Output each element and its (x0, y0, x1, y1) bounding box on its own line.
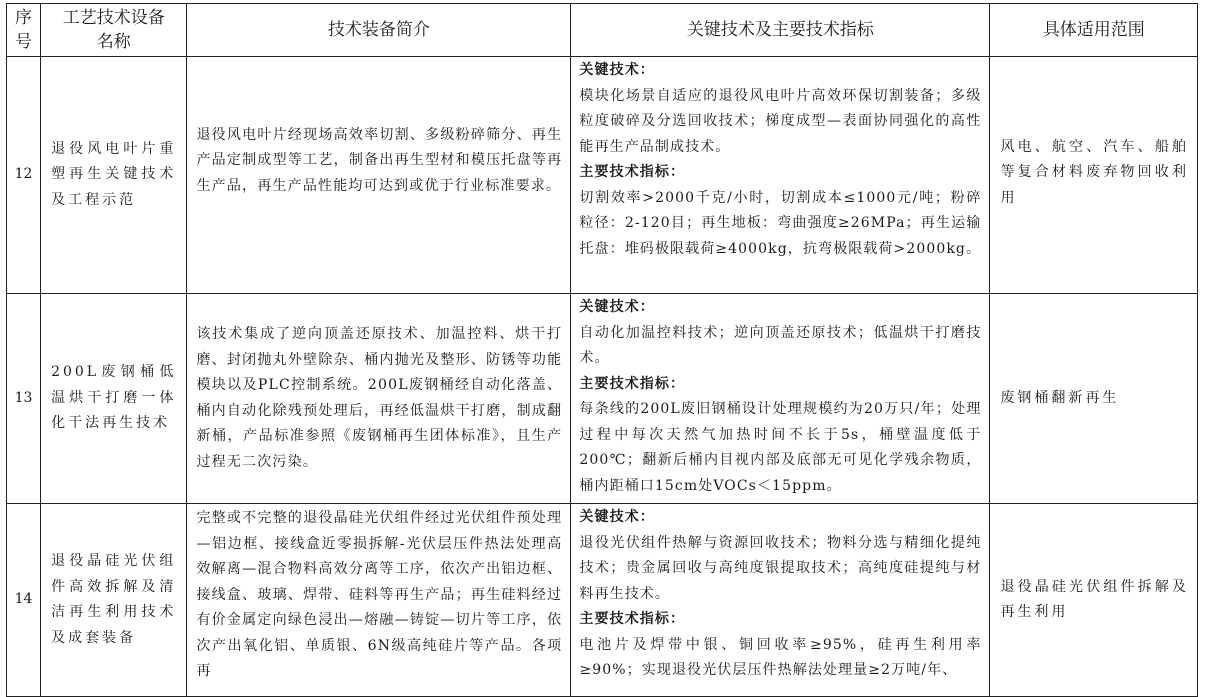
header-no: 序号 (7, 4, 41, 57)
row-description: 该技术集成了逆向顶盖还原技术、加温控料、烘干打磨、封闭抛丸外壁除杂、桶内抛光及整形、防锈等功能模块以及PLC控制系统。200L废钢桶经自动化落盖、桶内自动化除残预处理后，再经低温烘干打磨，制成翻新桶，产品标准参照《废钢桶再生团体标准》，且生产过程无二次污染。 (187, 294, 571, 504)
header-row (7, 4, 1198, 57)
row-description (187, 504, 571, 697)
row-name: 200L废钢桶低温烘干打磨一体化干法再生技术 (41, 294, 187, 504)
indicator-label: 主要技术指标： (579, 164, 686, 180)
key-tech-text: 模块化场景自适应的退役风电叶片高效环保切割装备；多级粒度破碎及分选回收技术；梯度成型—表面协同强化的高性能再生产品制成技术。 (579, 87, 982, 155)
row-scope: 废钢桶翻新再生 (990, 294, 1198, 504)
row-scope: 风电、航空、汽车、船舶等复合材料废弃物回收利用 (990, 57, 1198, 294)
row-description: 退役风电叶片经现场高效率切割、多级粉碎筛分、再生产品定制成型等工艺，制备出再生型材和模压托盘等再生产品，再生产品性能均可达到或优于行业标准要求。 (187, 57, 571, 294)
row-description-text: 完整或不完整的退役晶硅光伏组件经过光伏组件预处理—铝边框、接线盒近零损拆解-光伏层压件热法处理高效解离—混合物料高效分离等工序，依次产出铝边框、接线盒、玻璃、焊带、硅料等再生产品；再生硅料经过有价金属定向绿色浸出—熔融—铸锭—切片等工序，依次产出氧化铝、单质银、6N级高纯硅片等产品。各项再 (196, 510, 563, 679)
row-key-tech (571, 504, 990, 697)
table-row (7, 504, 1198, 697)
row-scope: 退役晶硅光伏组件拆解及再生利用 (990, 504, 1198, 697)
header-scope: 具体适用范围 (990, 4, 1198, 57)
row-key-tech (571, 57, 990, 294)
table-row (7, 294, 1198, 504)
key-tech-text: 自动化加温控料技术；逆向顶盖还原技术；低温烘干打磨技术。 (579, 324, 982, 366)
row-number: 14 (7, 504, 41, 697)
indicator-text: 每条线的200L废旧钢桶设计处理规模约为20万只/年；处理过程中每次天然气加热时间不长于5s，桶壁温度低于200℃；翻新后桶内目视内部及底部无可见化学残余物质，桶内距桶口15cm处VOCs＜15ppm。 (579, 401, 982, 494)
indicator-text: 切割效率>2000千克/小时，切割成本≤1000元/吨；粉碎粒径：2-120目；再生地板：弯曲强度≥26MPa；再生运输托盘：堆码极限载荷≥4000kg，抗弯极限载荷>2000kg。 (579, 189, 982, 257)
header-desc: 技术装备简介 (187, 4, 571, 57)
indicator-text: 电池片及焊带中银、铜回收率≥95%，硅再生利用率≥90%；实现退役光伏层压件热解法处理量≥2万吨/年、 (579, 636, 982, 678)
header-key: 关键技术及主要技术指标 (571, 4, 990, 57)
indicator-label: 主要技术指标： (579, 375, 686, 392)
row-number: 13 (7, 294, 41, 504)
key-tech-text: 退役光伏组件热解与资源回收技术；物料分选与精细化提纯技术；贵金属回收与高纯度银提取技术；高纯度硅提纯与材料再生技术。 (579, 534, 982, 602)
key-tech-label: 关键技术： (579, 299, 655, 315)
table-row (7, 57, 1198, 294)
technology-table (6, 3, 1198, 697)
row-number: 12 (7, 57, 41, 294)
indicator-label: 主要技术指标： (579, 611, 686, 627)
row-name: 退役风电叶片重塑再生关键技术及工程示范 (41, 57, 187, 294)
row-name: 退役晶硅光伏组件高效拆解及清洁再生利用技术及成套装备 (41, 504, 187, 697)
key-tech-label: 关键技术： (579, 509, 655, 525)
row-key-tech (571, 294, 990, 504)
header-name: 工艺技术设备名称 (41, 4, 187, 57)
key-tech-label: 关键技术： (579, 62, 655, 78)
